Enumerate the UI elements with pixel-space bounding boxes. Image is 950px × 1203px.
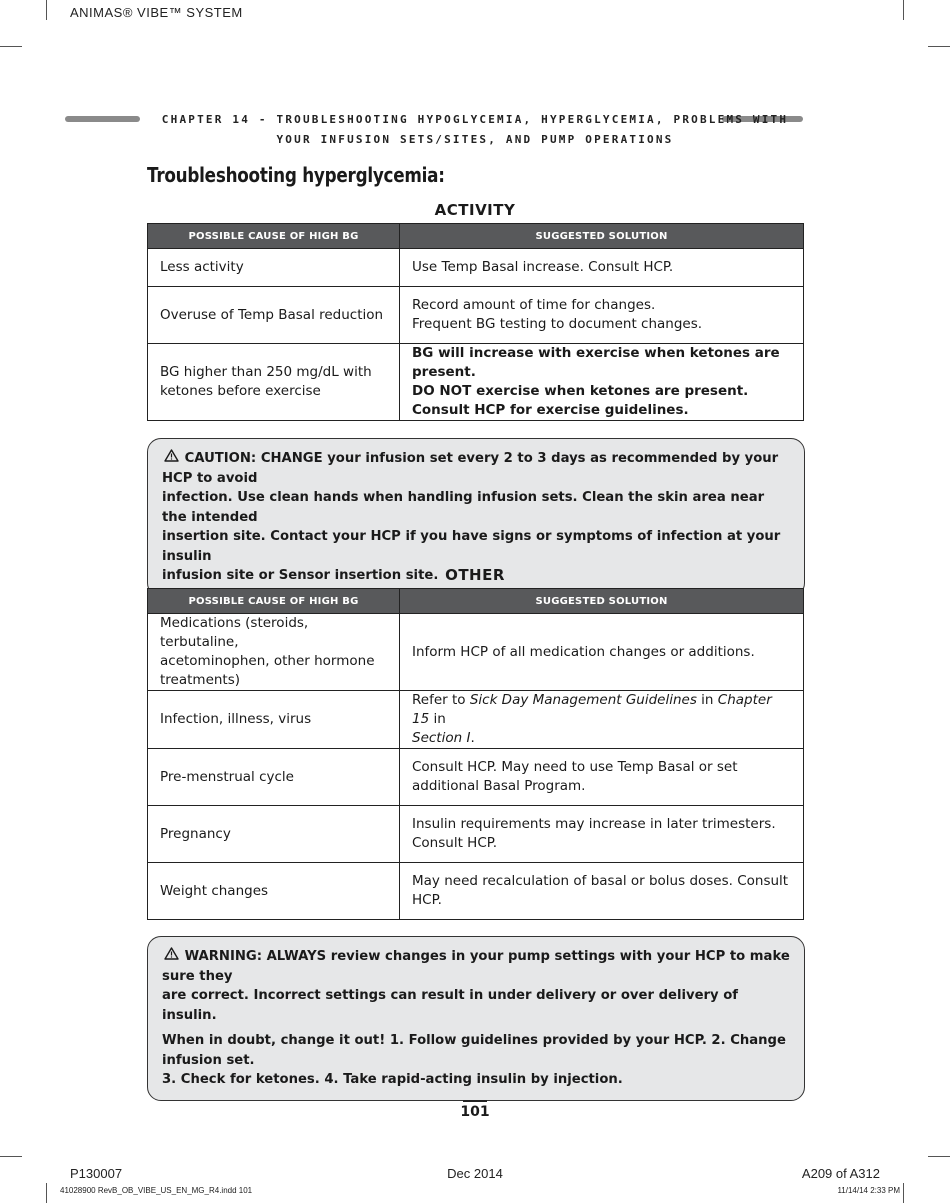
other-table-label: OTHER: [445, 566, 505, 584]
caution-text: insertion site. Contact your HCP if you have signs or symptoms of infection at your insulin: [162, 529, 781, 564]
solution-text: in: [429, 711, 446, 727]
cause-line: acetominophen, other hormone: [160, 653, 375, 669]
cause-cell: Less activity: [148, 249, 400, 287]
solution-line: Record amount of time for changes.: [412, 297, 656, 313]
cause-cell: [148, 344, 400, 421]
table-header-row: [148, 589, 804, 614]
section-title: Troubleshooting hyperglycemia:: [147, 163, 445, 187]
cause-cell: Overuse of Temp Basal reduction: [148, 287, 400, 344]
caution-keyword: CHANGE: [260, 451, 323, 466]
activity-table-label: ACTIVITY: [434, 201, 516, 219]
cause-cell: Infection, illness, virus: [148, 691, 400, 749]
solution-cell: [400, 344, 804, 421]
warning-triangle-icon: [162, 449, 180, 469]
column-header-solution: SUGGESTED SOLUTION: [400, 589, 804, 614]
crop-mark: [0, 46, 22, 47]
page-number-rule: [463, 1100, 487, 1102]
solution-cell: [400, 806, 804, 863]
other-table: [147, 588, 804, 920]
solution-cell: Use Temp Basal increase. Consult HCP.: [400, 249, 804, 287]
warning-label: WARNING:: [184, 949, 262, 964]
caution-label: CAUTION:: [184, 451, 257, 466]
solution-text: Chapter 15: [412, 692, 772, 727]
warning-text: When in doubt, change it out! 1. Follow guidelines provided by your HCP. 2. Change infusion set.: [162, 1033, 786, 1068]
footer-center: Dec 2014: [447, 1166, 503, 1181]
warning-box: [147, 936, 805, 1101]
warning-text: 3. Check for ketones. 4. Take rapid-acting insulin by injection.: [162, 1072, 623, 1087]
warning-keyword: ALWAYS: [266, 949, 327, 964]
crop-mark: [0, 1156, 22, 1157]
table-row: [148, 806, 804, 863]
solution-line: HCP.: [412, 892, 442, 908]
cause-cell: [148, 614, 400, 691]
chapter-heading-line2: YOUR INFUSION SETS/SITES, AND PUMP OPERATIONS: [276, 133, 674, 146]
solution-line: BG will increase with exercise when ketones are present.: [412, 345, 780, 380]
solution-text: Sick Day Management Guidelines: [469, 692, 697, 708]
cause-cell: Pre-menstrual cycle: [148, 749, 400, 806]
cause-line: treatments): [160, 672, 241, 688]
solution-cell: [400, 287, 804, 344]
chapter-heading: [140, 110, 810, 150]
chapter-bar-left: [65, 116, 140, 122]
page-number: 101: [460, 1104, 490, 1120]
cause-line: BG higher than 250 mg/dL with: [160, 364, 372, 380]
solution-cell: [400, 691, 804, 749]
solution-line: Insulin requirements may increase in later trimesters.: [412, 816, 776, 832]
column-header-cause: POSSIBLE CAUSE OF HIGH BG: [148, 224, 400, 249]
footer-right: A209 of A312: [801, 1166, 880, 1181]
solution-text: .: [470, 730, 475, 746]
activity-table: [147, 223, 804, 421]
table-row: [148, 287, 804, 344]
table-row: [148, 691, 804, 749]
solution-line: Consult HCP for exercise guidelines.: [412, 402, 689, 418]
cause-cell: Pregnancy: [148, 806, 400, 863]
solution-text: Section I: [412, 730, 471, 746]
solution-line: Consult HCP.: [412, 835, 498, 851]
table-row: [148, 614, 804, 691]
table-header-row: [148, 224, 804, 249]
cause-line: Medications (steroids, terbutaline,: [160, 615, 309, 650]
chapter-heading-line1: CHAPTER 14 - TROUBLESHOOTING HYPOGLYCEMIA, HYPERGLYCEMIA, PROBLEMS WITH: [161, 113, 789, 126]
solution-cell: [400, 863, 804, 920]
column-header-solution: SUGGESTED SOLUTION: [400, 224, 804, 249]
caution-text: infusion site or Sensor insertion site.: [162, 568, 439, 583]
crop-mark: [46, 1183, 47, 1203]
solution-line: May need recalculation of basal or bolus doses. Consult: [412, 873, 789, 889]
table-row: [148, 749, 804, 806]
footer-left: P130007: [70, 1166, 123, 1181]
footer-file-info: 41028900 RevB_OB_VIBE_US_EN_MG_R4.indd 101: [60, 1186, 253, 1195]
table-row: [148, 344, 804, 421]
cause-line: ketones before exercise: [160, 383, 321, 399]
solution-text: Refer to: [412, 692, 470, 708]
table-row: [148, 249, 804, 287]
solution-cell: [400, 749, 804, 806]
solution-line: Frequent BG testing to document changes.: [412, 316, 703, 332]
caution-text: infection. Use clean hands when handling infusion sets. Clean the skin area near the intended: [162, 490, 765, 525]
crop-mark: [928, 46, 950, 47]
footer-timestamp: 11/14/14 2:33 PM: [837, 1186, 900, 1195]
caution-text: your infusion set every 2 to 3 days as recommended by your HCP to avoid: [162, 451, 779, 486]
solution-line: additional Basal Program.: [412, 778, 586, 794]
crop-mark: [903, 0, 904, 20]
solution-cell: Inform HCP of all medication changes or additions.: [400, 614, 804, 691]
crop-mark: [903, 1183, 904, 1203]
warning-text: are correct. Incorrect settings can result in under delivery or over delivery of insulin.: [162, 988, 739, 1023]
warning-triangle-icon: [162, 947, 180, 967]
cause-cell: Weight changes: [148, 863, 400, 920]
crop-mark: [928, 1156, 950, 1157]
system-name-header: ANIMAS® VIBE™ SYSTEM: [70, 5, 243, 20]
table-row: [148, 863, 804, 920]
column-header-cause: POSSIBLE CAUSE OF HIGH BG: [148, 589, 400, 614]
crop-mark: [46, 0, 47, 20]
solution-line: Consult HCP. May need to use Temp Basal or set: [412, 759, 738, 775]
solution-line: DO NOT exercise when ketones are present.: [412, 383, 749, 399]
warning-text: review changes in your pump settings with your HCP to make sure they: [162, 949, 790, 984]
solution-text: in: [696, 692, 718, 708]
